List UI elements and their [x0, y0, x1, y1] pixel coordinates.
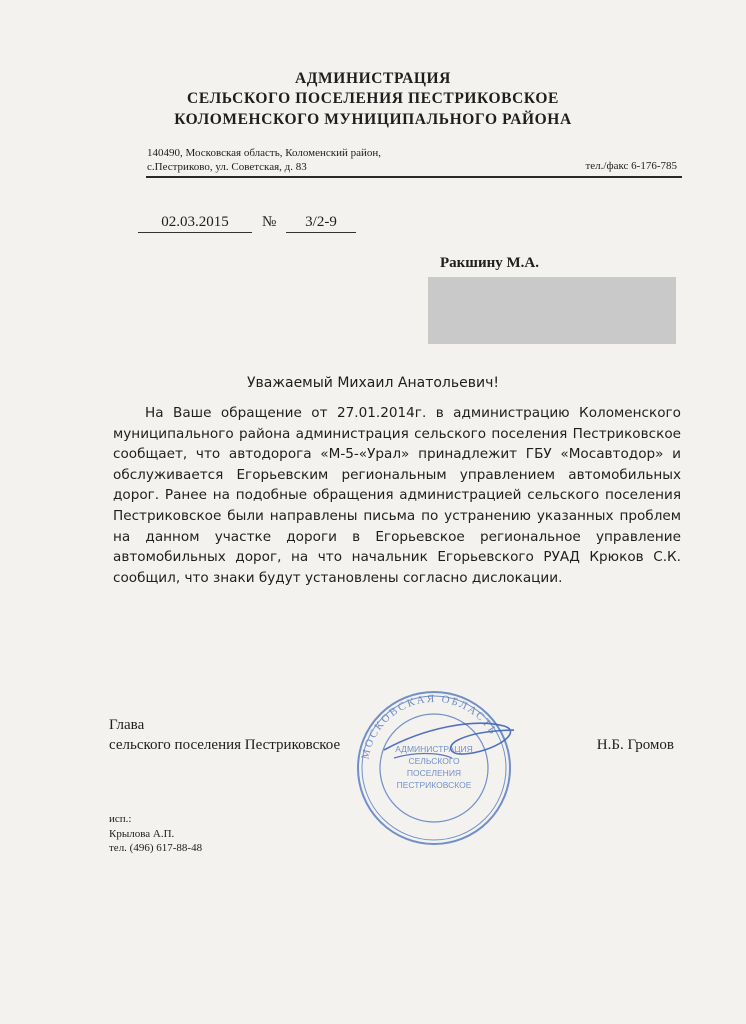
- letter-date: 02.03.2015: [138, 214, 252, 233]
- svg-text:АДМИНИСТРАЦИЯ: АДМИНИСТРАЦИЯ: [395, 744, 473, 754]
- letter-number: 3/2-9: [286, 214, 356, 233]
- header-line-2: СЕЛЬСКОГО ПОСЕЛЕНИЯ ПЕСТРИКОВСКОЕ: [187, 90, 559, 107]
- executor-label: исп.:: [109, 813, 132, 825]
- signatory-title-line-1: Глава: [109, 717, 145, 733]
- svg-text:МОСКОВСКАЯ ОБЛАСТЬ: МОСКОВСКАЯ ОБЛАСТЬ: [359, 692, 500, 761]
- svg-text:СЕЛЬСКОГО: СЕЛЬСКОГО: [408, 756, 460, 766]
- letter-body: На Ваше обращение от 27.01.2014г. в администрацию Коломенского муниципального района администрация сельского поселения Пестриковское сообщает, что автодорога «М-5-«Урал» принадлежит ГБУ «Мосавтодор» и обслуживается Егорьевским региональным управлением автомобильных дорог. Ранее на подобные обращения администрацией сельского поселения Пестриковское были направлены письма по устранению указанных проблем на данном участке дороги в Егорьевское региональное управление автомобильных дорог, на что начальник Егорьевского РУАД Крюков С.К. сообщил, что знаки будут установлены согласно дислокации.: [113, 405, 681, 586]
- executor-name: Крылова А.П.: [109, 828, 175, 840]
- number-sign: №: [262, 214, 277, 230]
- address-line-1: 140490, Московская область, Коломенский район,: [147, 147, 382, 159]
- address-line-2: с.Пестриково, ул. Советская, д. 83: [147, 161, 307, 173]
- svg-text:ПЕСТРИКОВСКОЕ: ПЕСТРИКОВСКОЕ: [396, 780, 472, 790]
- signatory-title-line-2: сельского поселения Пестриковское: [109, 737, 341, 753]
- redacted-address-block: [428, 277, 676, 344]
- phone-fax: тел./факс 6-176-785: [585, 160, 677, 172]
- greeting: Уважаемый Михаил Анатольевич!: [247, 375, 499, 391]
- header-divider: [146, 176, 682, 178]
- header-line-1: АДМИНИСТРАЦИЯ: [295, 70, 451, 87]
- signatory-name: Н.Б. Громов: [596, 737, 674, 753]
- executor-phone: тел. (496) 617-88-48: [109, 842, 203, 854]
- header-line-3: КОЛОМЕНСКОГО МУНИЦИПАЛЬНОГО РАЙОНА: [174, 111, 572, 128]
- official-seal-stamp: [354, 688, 514, 848]
- svg-text:ПОСЕЛЕНИЯ: ПОСЕЛЕНИЯ: [406, 768, 462, 778]
- recipient-name: Ракшину М.А.: [440, 255, 539, 271]
